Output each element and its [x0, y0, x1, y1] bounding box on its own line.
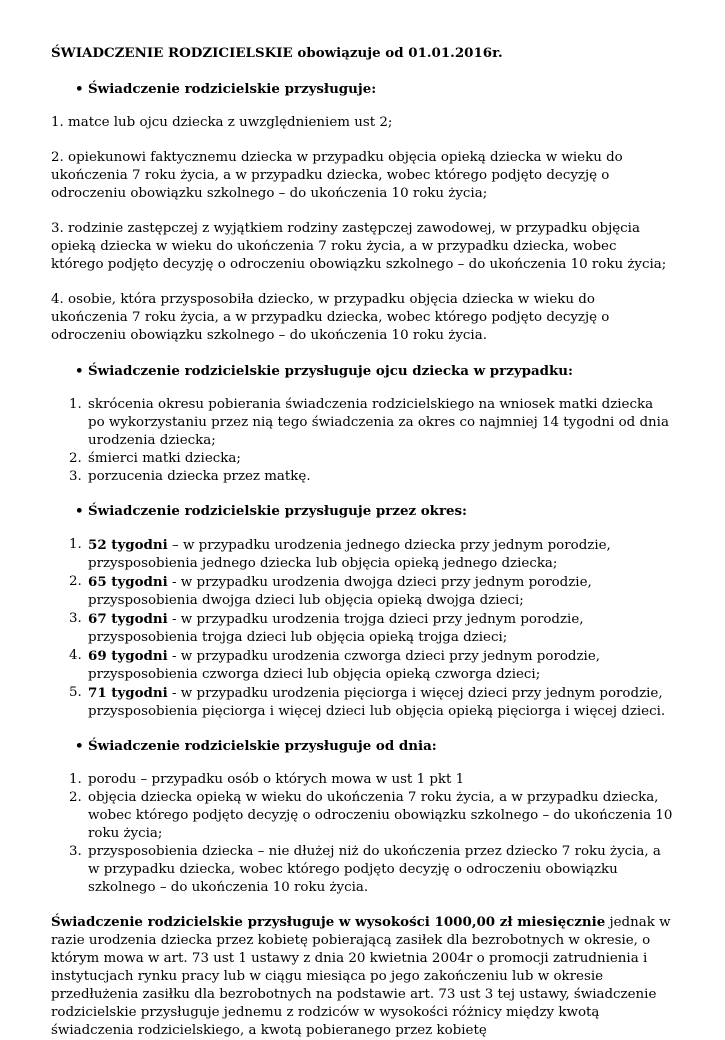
list-number: 2.	[69, 451, 82, 466]
list-item-text: objęcia dziecka opieką w wieku do ukończenia 7 roku życia, a w przypadku dziecka, wobec którego podjęto decyzję o odroczeniu obowiązku szkolnego – do ukończenia 10 roku życia;	[88, 790, 673, 841]
section1-paragraph-3: 3. rodzinie zastępczej z wyjątkiem rodziny zastępczej zawodowej, w przypadku objęcia opieką dziecka w wieku do ukończenia 7 roku życia, a w przypadku dziecka, wobec którego podjęto decyzję o odroczeniu obowiązku szkolnego – do ukończenia 10 roku życia;	[51, 221, 667, 272]
section2-list	[51, 396, 673, 486]
list-item	[51, 573, 673, 610]
list-number: 5.	[69, 685, 82, 700]
document-title: ŚWIADCZENIE RODZICIELSKIE obowiązuje od 01.01.2016r.	[51, 45, 503, 61]
list-item-text: - w przypadku urodzenia czworga dzieci przy jednym porodzie, przysposobienia czworga dzieci lub objęcia opieką czworga dzieci;	[88, 649, 600, 682]
list-item-text: śmierci matki dziecka;	[88, 451, 241, 466]
section1-paragraph-1: 1. matce lub ojcu dziecka z uwzględnieniem ust 2;	[51, 115, 393, 130]
list-item	[51, 610, 673, 647]
period-weeks: 67 tygodni	[88, 611, 168, 627]
list-number: 1.	[69, 397, 82, 412]
list-number: 3.	[69, 611, 82, 626]
list-item-text: – w przypadku urodzenia jednego dziecka przy jednym porodzie, przysposobienia jednego dziecka lub objęcia opieką jednego dziecka;	[88, 538, 611, 571]
final-paragraph	[51, 913, 673, 1040]
list-number: 2.	[69, 790, 82, 805]
document-page	[51, 44, 673, 1040]
period-weeks: 52 tygodni	[88, 537, 168, 553]
list-number: 3.	[69, 469, 82, 484]
benefit-amount: Świadczenie rodzicielskie przysługuje w wysokości 1000,00 zł miesięcznie	[51, 914, 606, 930]
section3-list	[51, 536, 673, 721]
list-number: 4.	[69, 648, 82, 663]
list-item	[51, 771, 673, 789]
section1-paragraph-2: 2. opiekunowi faktycznemu dziecka w przypadku objęcia opieką dziecka w wieku do ukończenia 7 roku życia, a w przypadku dziecka, wobec którego podjęto decyzję o odroczeniu obowiązku szkolnego – do ukończenia 10 roku życia;	[51, 150, 623, 201]
final-paragraph-text: jednak w razie urodzenia dziecka przez kobietę pobierającą zasiłek dla bezrobotnych w okresie, o którym mowa w art. 73 ust 1 ustawy z dnia 20 kwietnia 2004r o promocji zatrudnienia i instytucjach rynku pracy lub w ciągu miesiąca po jego zakończeniu lub w okresie przedłużenia zasiłku dla bezrobotnych na podstawie art. 73 ust 3 tej ustawy, świadczenie rodzicielskie przysługuje jednemu z rodziców w wysokości różnicy między kwotą świadczenia rodzicielskiego, a kwotą pobieranego przez kobietę	[51, 915, 671, 1038]
section1-heading: • Świadczenie rodzicielskie przysługuje:	[51, 80, 673, 98]
list-item	[51, 536, 673, 573]
list-number: 1.	[69, 537, 82, 552]
section1-paragraph-4: 4. osobie, która przysposobiła dziecko, w przypadku objęcia dziecka w wieku do ukończenia 7 roku życia, a w przypadku dziecka, wobec którego podjęto decyzję o odroczeniu obowiązku szkolnego – do ukończenia 10 roku życia.	[51, 292, 610, 343]
list-item-text: porodu – przypadku osób o których mowa w ust 1 pkt 1	[88, 772, 465, 787]
section4-list	[51, 771, 673, 897]
section3-heading: • Świadczenie rodzicielskie przysługuje przez okres:	[51, 502, 673, 520]
list-item	[51, 684, 673, 721]
list-item	[51, 396, 673, 450]
list-item	[51, 647, 673, 684]
list-item	[51, 789, 673, 843]
list-item	[51, 450, 673, 468]
list-item-text: porzucenia dziecka przez matkę.	[88, 469, 311, 484]
list-item-text: - w przypadku urodzenia trojga dzieci przy jednym porodzie, przysposobienia trojga dzieci lub objęcia opieką trojga dzieci;	[88, 612, 584, 645]
period-weeks: 69 tygodni	[88, 648, 168, 664]
section2-heading: • Świadczenie rodzicielskie przysługuje ojcu dziecka w przypadku:	[51, 362, 673, 380]
list-item-text: przysposobienia dziecka – nie dłużej niż do ukończenia przez dziecko 7 roku życia, a w przypadku dziecka, wobec którego podjęto decyzję o odroczeniu obowiązku szkolnego – do ukończenia 10 roku życia.	[88, 844, 661, 895]
section4-heading: • Świadczenie rodzicielskie przysługuje od dnia:	[51, 737, 673, 755]
list-item	[51, 468, 673, 486]
list-item-text: - w przypadku urodzenia dwojga dzieci przy jednym porodzie, przysposobienia dwojga dzieci lub objęcia opieką dwojga dzieci;	[88, 575, 592, 608]
list-item-text: skrócenia okresu pobierania świadczenia rodzicielskiego na wniosek matki dziecka po wykorzystaniu przez nią tego świadczenia za okres co najmniej 14 tygodni od dnia urodzenia dziecka;	[88, 397, 669, 448]
list-number: 1.	[69, 772, 82, 787]
list-number: 3.	[69, 844, 82, 859]
period-weeks: 71 tygodni	[88, 685, 168, 701]
list-number: 2.	[69, 574, 82, 589]
period-weeks: 65 tygodni	[88, 574, 168, 590]
list-item	[51, 843, 673, 897]
list-item-text: - w przypadku urodzenia pięciorga i więcej dzieci przy jednym porodzie, przysposobienia pięciorga i więcej dzieci lub objęcia opieką pięciorga i więcej dzieci.	[88, 686, 666, 719]
